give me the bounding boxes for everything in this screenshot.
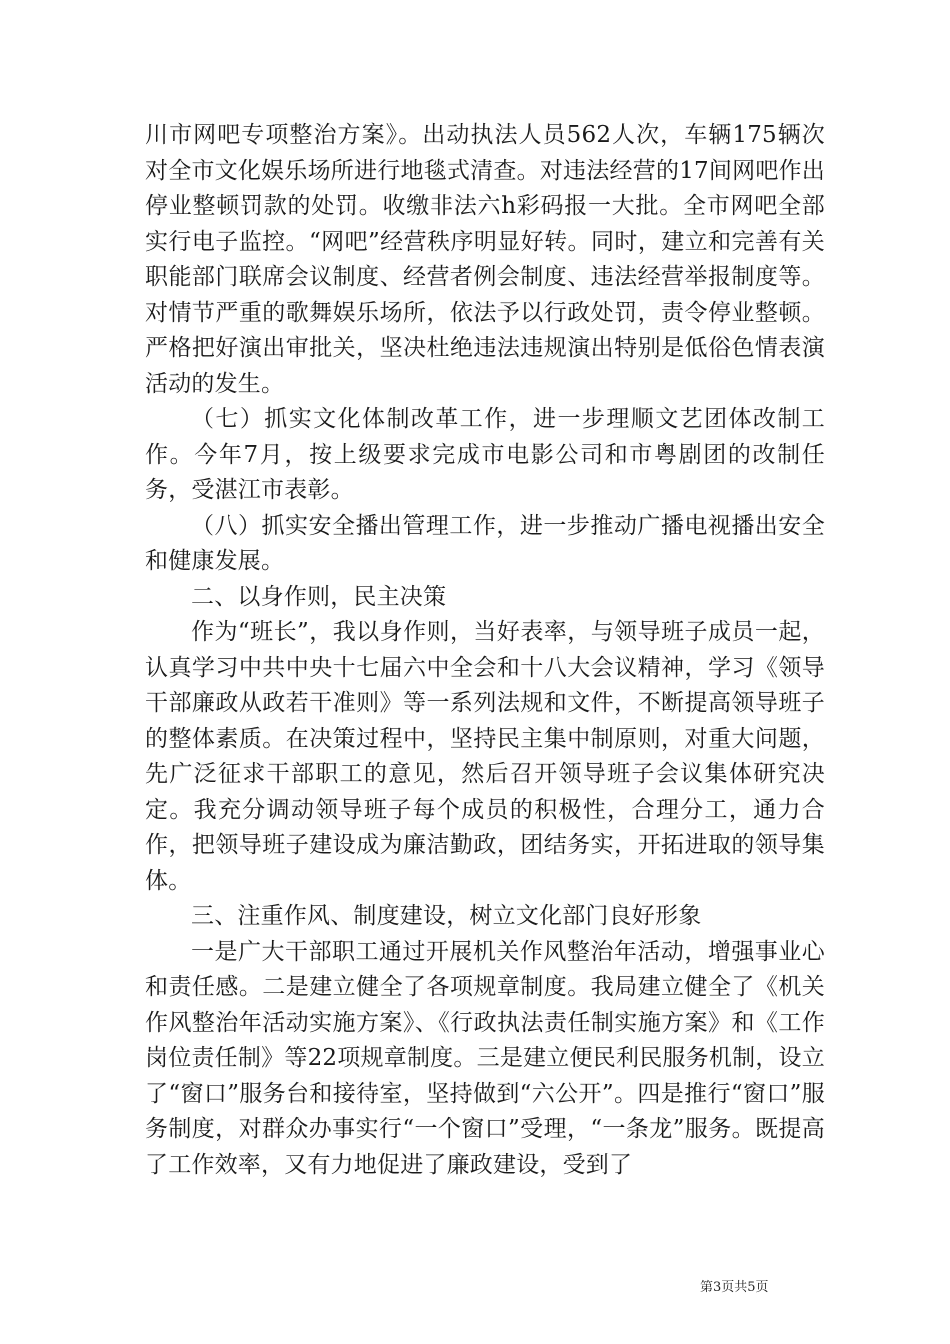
paragraph-style-system: 一是广大干部职工通过开展机关作风整治年活动，增强事业心和责任感。二是建立健全了各项规章制度。我局建立健全了《机关作风整治年活动实施方案》、《行政执法责任制实施方案》和《工作岗位责任制》等22项规章制度。三是建立便民利民服务机制，设立了“窗口”服务台和接待室，坚持做到“六公开”。四是推行“窗口”服务制度，对群众办事实行“一个窗口”受理，“一条龙”服务。既提高了工作效率，又有力地促进了廉政建设，受到了 (145, 938, 825, 1178)
document-body (145, 118, 825, 1183)
section-heading-two: 二、以身作则，民主决策 (191, 583, 447, 610)
paragraph-leadership: 作为“班长”，我以身作则，当好表率，与领导班子成员一起，认真学习中共中央十七届六中全会和十八大会议精神，学习《领导干部廉政从政若干准则》等一系列法规和文件，不断提高领导班子的整体素质。在决策过程中，坚持民主集中制原则，对重大问题，先广泛征求干部职工的意见，然后召开领导班子会议集体研究决定。我充分调动领导班子每个成员的积极性，合理分工，通力合作，把领导班子建设成为廉洁勤政，团结务实，开拓进取的领导集体。 (145, 619, 825, 894)
section-heading-three: 三、注重作风、制度建设，树立文化部门良好形象 (191, 903, 702, 929)
paragraph-item-eight: （八）抓实安全播出管理工作，进一步推动广播电视播出安全和健康发展。 (145, 512, 825, 574)
page-number-footer: 第3页共5页 (700, 1280, 769, 1295)
paragraph-item-seven: （七）抓实文化体制改革工作，进一步理顺文艺团体改制工作。今年7月，按上级要求完成市电影公司和市粤剧团的改制任务，受湛江市表彰。 (145, 406, 825, 503)
paragraph-continuation: 川市网吧专项整治方案》。出动执法人员562人次，车辆175辆次对全市文化娱乐场所进行地毯式清查。对违法经营的17间网吧作出停业整顿罚款的处罚。收缴非法六h彩码报一大批。全市网吧全部实行电子监控。“网吧”经营秩序明显好转。同时，建立和完善有关职能部门联席会议制度、经营者例会制度、违法经营举报制度等。对情节严重的歌舞娱乐场所，依法予以行政处罚，责令停业整顿。严格把好演出审批关，坚决杜绝违法违规演出特别是低俗色情表演活动的发生。 (145, 122, 825, 397)
